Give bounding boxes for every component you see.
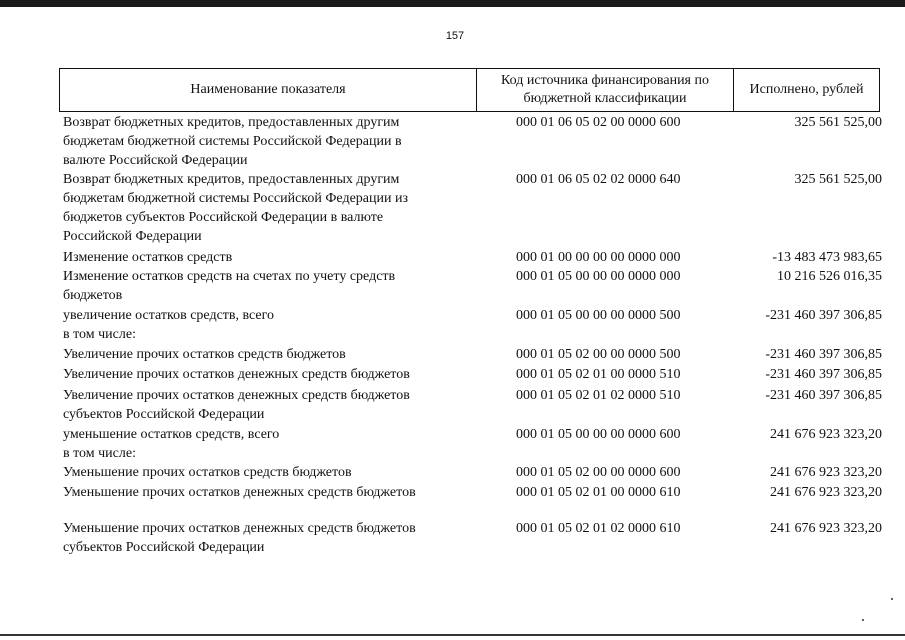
source-code: 000 01 00 00 00 00 0000 000 [516, 250, 681, 265]
indicator-name-line: валюте Российской Федерации [63, 153, 248, 168]
executed-amount: 241 676 923 323,20 [770, 427, 882, 442]
indicator-name-line: Увеличение прочих остатков денежных средств бюджетов [63, 367, 410, 382]
indicator-name-line: Российской Федерации [63, 229, 202, 244]
indicator-name-line: Возврат бюджетных кредитов, предоставленных другим [63, 172, 400, 187]
indicator-name-line: в том числе: [63, 327, 136, 342]
source-code: 000 01 05 02 01 02 0000 510 [516, 388, 681, 403]
indicator-name [63, 483, 463, 502]
executed-amount: -13 483 473 983,65 [772, 250, 882, 265]
indicator-name-line: бюджетов [63, 288, 123, 303]
executed-amount: -231 460 397 306,85 [765, 367, 882, 382]
executed-amount: -231 460 397 306,85 [765, 347, 882, 362]
scan-speck [891, 598, 893, 600]
indicator-name-line: Изменение остатков средств [63, 250, 233, 265]
indicator-name [63, 306, 463, 344]
indicator-name-line: Увеличение прочих остатков средств бюджетов [63, 347, 346, 362]
indicator-name-line: субъектов Российской Федерации [63, 540, 265, 555]
indicator-name [63, 170, 463, 246]
header-code: Код источника финансирования по бюджетной классификации [477, 69, 734, 111]
indicator-name-line: бюджетам бюджетной системы Российской Федерации из [63, 191, 409, 206]
indicator-name [63, 463, 463, 482]
indicator-name-line: Возврат бюджетных кредитов, предоставленных другим [63, 115, 400, 130]
indicator-name [63, 248, 463, 267]
indicator-name-line: Уменьшение прочих остатков средств бюджетов [63, 465, 352, 480]
source-code: 000 01 05 02 00 00 0000 600 [516, 465, 681, 480]
page-number: 157 [445, 30, 465, 42]
indicator-name-line: Изменение остатков средств на счетах по учету средств [63, 269, 396, 284]
indicator-name-line: Уменьшение прочих остатков денежных средств бюджетов [63, 485, 416, 500]
indicator-name [63, 365, 463, 384]
scan-edge-top [0, 0, 905, 7]
scan-speck [862, 619, 864, 621]
executed-amount: -231 460 397 306,85 [765, 308, 882, 323]
source-code: 000 01 05 02 00 00 0000 500 [516, 347, 681, 362]
executed-amount: 241 676 923 323,20 [770, 521, 882, 536]
indicator-name-line: субъектов Российской Федерации [63, 407, 265, 422]
indicator-name [63, 386, 463, 424]
executed-amount: 325 561 525,00 [794, 172, 882, 187]
source-code: 000 01 06 05 02 00 0000 600 [516, 115, 681, 130]
indicator-name [63, 267, 463, 305]
indicator-name-line: уменьшение остатков средств, всего [63, 427, 280, 442]
indicator-name-line: бюджетов субъектов Российской Федерации в валюте [63, 210, 384, 225]
scan-edge-bottom [0, 634, 905, 636]
source-code: 000 01 05 00 00 00 0000 600 [516, 427, 681, 442]
executed-amount: 241 676 923 323,20 [770, 465, 882, 480]
executed-amount: 10 216 526 016,35 [777, 269, 882, 284]
indicator-name-line: Увеличение прочих остатков денежных средств бюджетов [63, 388, 410, 403]
indicator-name-line: бюджетам бюджетной системы Российской Федерации в [63, 134, 402, 149]
indicator-name [63, 113, 463, 170]
indicator-name [63, 345, 463, 364]
source-code: 000 01 06 05 02 02 0000 640 [516, 172, 681, 187]
source-code: 000 01 05 02 01 00 0000 510 [516, 367, 681, 382]
source-code: 000 01 05 02 01 02 0000 610 [516, 521, 681, 536]
source-code: 000 01 05 00 00 00 0000 500 [516, 308, 681, 323]
header-name: Наименование показателя [60, 69, 477, 111]
header-amount: Исполнено, рублей [749, 82, 864, 97]
indicator-name [63, 425, 463, 463]
indicator-name [63, 519, 463, 557]
table-header [59, 68, 880, 112]
source-code: 000 01 05 02 01 00 0000 610 [516, 485, 681, 500]
source-code: 000 01 05 00 00 00 0000 000 [516, 269, 681, 284]
indicator-name-line: в том числе: [63, 446, 136, 461]
executed-amount: 325 561 525,00 [794, 115, 882, 130]
executed-amount: 241 676 923 323,20 [770, 485, 882, 500]
executed-amount: -231 460 397 306,85 [765, 388, 882, 403]
indicator-name-line: Уменьшение прочих остатков денежных средств бюджетов [63, 521, 416, 536]
indicator-name-line: увеличение остатков средств, всего [63, 308, 275, 323]
